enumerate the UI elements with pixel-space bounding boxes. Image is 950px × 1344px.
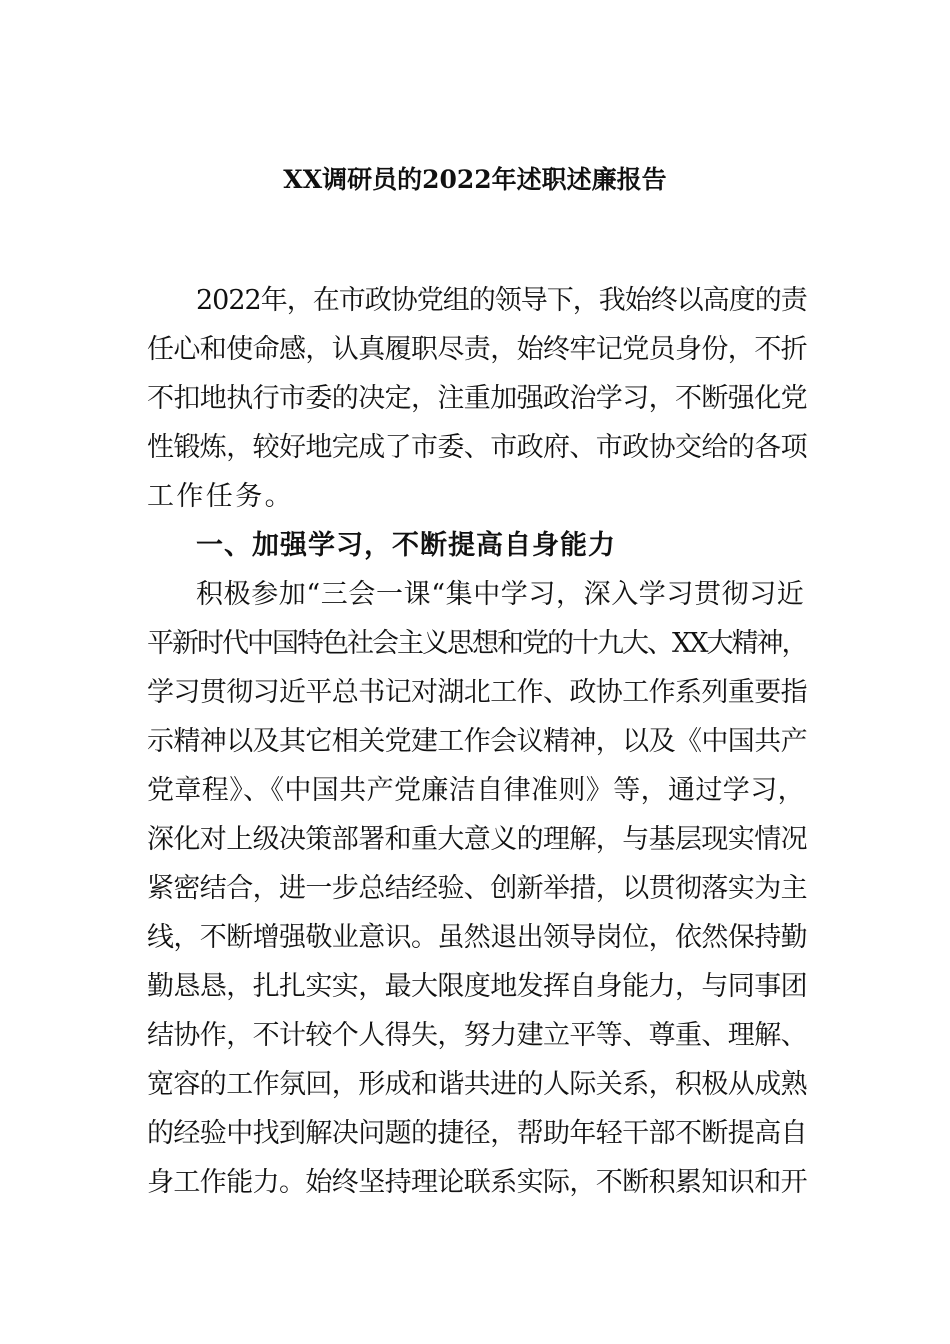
- paragraph-line: 示精神以及其它相关党建工作会议精神，以及《中国共产: [147, 726, 807, 757]
- paragraph-line: 党章程》、《中国共产党廉洁自律准则》等，通过学习，: [147, 775, 805, 806]
- paragraph-line: 宽容的工作氛回，形成和谐共进的人际关系，积极从成熟: [147, 1069, 807, 1100]
- paragraph-line: 结协作，不计较个人得失，努力建立平等、尊重、理解、: [147, 1020, 807, 1051]
- document-title: XX调研员的2022年述职述廉报告: [283, 165, 667, 194]
- paragraph-line: 身工作能力。始终坚持理论联系实际，不断积累知识和开: [147, 1167, 807, 1198]
- paragraph-line: 深化对上级决策部署和重大意义的理解，与基层现实情况: [147, 824, 807, 855]
- paragraph-line: 线，不断增强敬业意识。虽然退出领导岗位，依然保持勤: [147, 922, 807, 953]
- paragraph-line: 积极参加“三会一课“集中学习，深入学习贯彻习近: [196, 579, 805, 610]
- paragraph-line: 的经验中找到解决问题的捷径，帮助年轻干部不断提高自: [147, 1118, 807, 1149]
- section-heading: 一、加强学习，不断提高自身能力: [196, 530, 616, 561]
- paragraph-line: 紧密结合，进一步总结经验、创新举措，以贯彻落实为主: [147, 873, 807, 904]
- paragraph-line: 任心和使命感，认真履职尽责，始终牢记党员身份，不折: [147, 334, 807, 365]
- paragraph-line: 勤恳恳，扎扎实实，最大限度地发挥自身能力，与同事团: [147, 971, 807, 1002]
- paragraph-line: 学习贯彻习近平总书记对湖北工作、政协工作系列重要指: [147, 677, 807, 708]
- paragraph-line: 不扣地执行市委的决定，注重加强政治学习，不断强化党: [147, 383, 807, 414]
- paragraph-line: 2022年，在市政协党组的领导下，我始终以高度的责: [196, 285, 807, 316]
- paragraph-line: 工作任务。: [147, 481, 294, 512]
- paragraph-line: 性锻炼，较好地完成了市委、市政府、市政协交给的各项: [147, 432, 807, 463]
- paragraph-line: 平新时代中国特色社会主义思想和党的十九大、XX大精神，: [147, 628, 807, 659]
